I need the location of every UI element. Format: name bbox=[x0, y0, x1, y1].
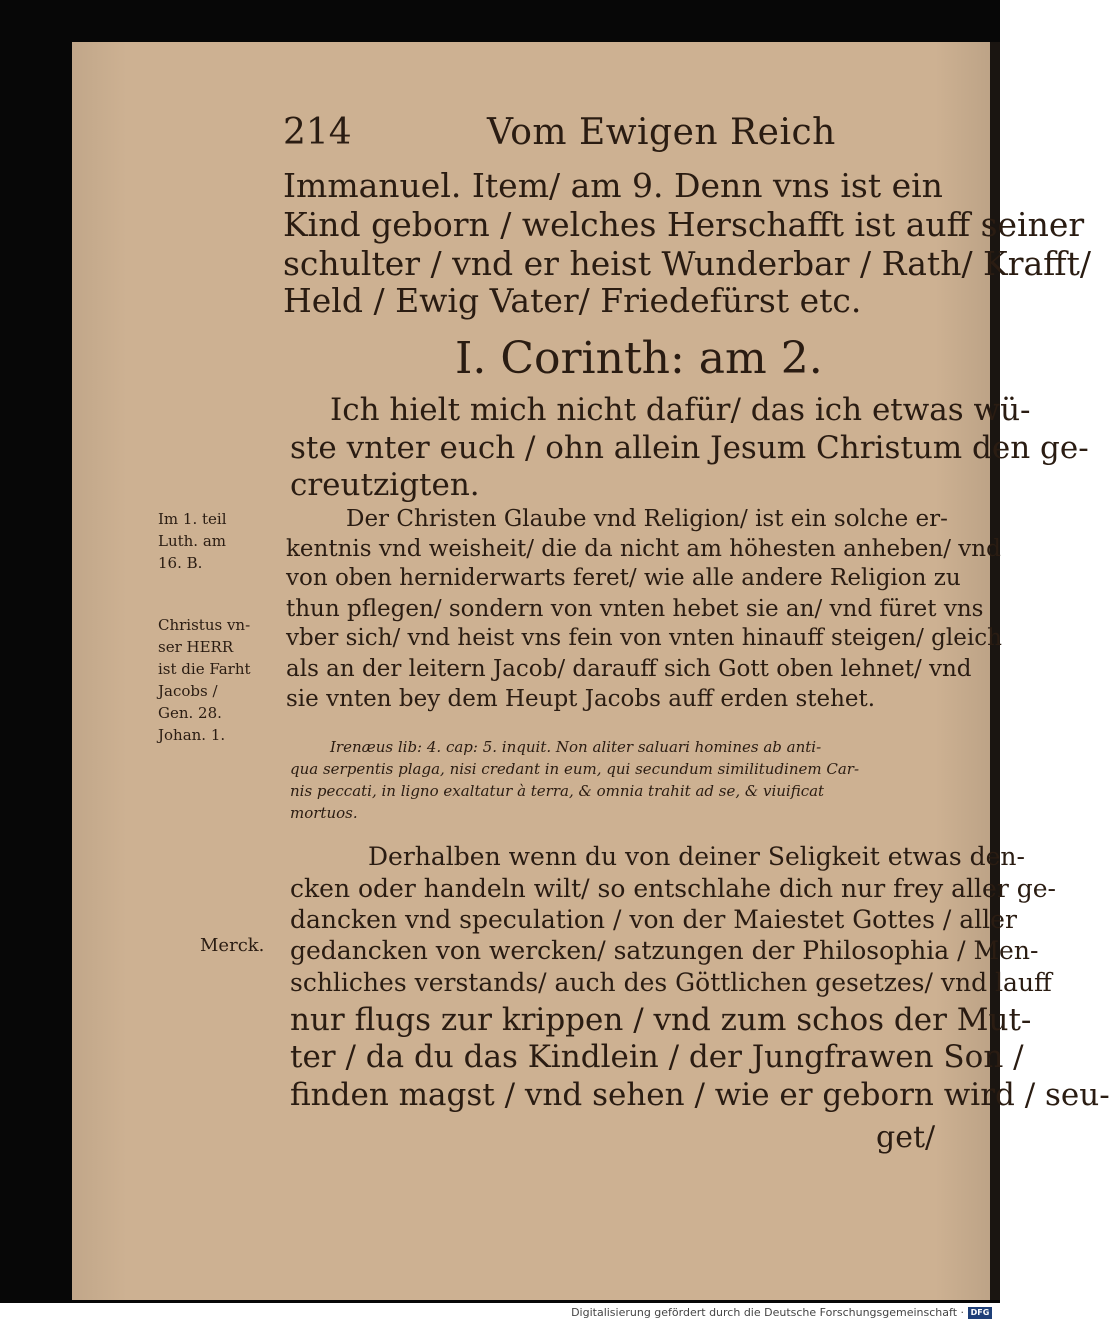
text-line: Immanuel. Item/ am 9. Denn vns ist ein bbox=[283, 166, 943, 205]
paragraph-line: thun pflegen/ sondern von vnten hebet sie an/ vnd füret vns bbox=[286, 596, 984, 622]
dfg-logo: DFG bbox=[968, 1307, 992, 1319]
paragraph-line: nur flugs zur krippen / vnd zum schos der Mut- bbox=[290, 1002, 1032, 1038]
margin-note-line: Jacobs / bbox=[158, 682, 218, 700]
latin-line: Irenæus lib: 4. cap: 5. inquit. Non aliter saluari homines ab anti- bbox=[330, 738, 822, 756]
margin-note-line: Im 1. teil bbox=[158, 510, 227, 528]
quote-line: Ich hielt mich nicht dafür/ das ich etwas wü- bbox=[330, 392, 1031, 428]
section-heading: I. Corinth: am 2. bbox=[455, 333, 823, 384]
latin-line: nis peccati, in ligno exaltatur à terra, & omnia trahit ad se, & viuificat bbox=[290, 782, 825, 800]
margin-note-line: Luth. am bbox=[158, 532, 227, 550]
margin-note-line: Johan. 1. bbox=[158, 726, 226, 744]
margin-note-line: 16. B. bbox=[158, 554, 203, 572]
quote-line: creutzigten. bbox=[290, 467, 480, 503]
paragraph-line: kentnis vnd weisheit/ die da nicht am höhesten anheben/ vnd bbox=[286, 536, 1001, 562]
paragraph-line: ter / da du das Kindlein / der Jungfrawen Son / bbox=[290, 1039, 1024, 1075]
paragraph-line: dancken vnd speculation / von der Maiestet Gottes / aller bbox=[290, 905, 1017, 934]
margin-note-line: Gen. 28. bbox=[158, 704, 222, 722]
text-line: Held / Ewig Vater/ Friedefürst etc. bbox=[283, 281, 862, 320]
latin-line: mortuos. bbox=[290, 804, 358, 822]
running-title: Vom Ewigen Reich bbox=[487, 112, 836, 153]
paragraph-line: finden magst / vnd sehen / wie er geborn wird / seu- bbox=[290, 1077, 1110, 1113]
paragraph-line: vber sich/ vnd heist vns fein von vnten hinauff steigen/ gleich bbox=[286, 625, 1002, 651]
quote-line: ste vnter euch / ohn allein Jesum Christum den ge- bbox=[290, 430, 1089, 466]
text-line: Kind geborn / welches Herschafft ist auff seiner bbox=[283, 205, 1085, 244]
paragraph-line: gedancken von wercken/ satzungen der Philosophia / Men- bbox=[290, 936, 1039, 965]
paragraph-line: schliches verstands/ auch des Göttlichen gesetzes/ vnd lauff bbox=[290, 968, 1052, 997]
paragraph-line: als an der leitern Jacob/ darauff sich Gott oben lehnet/ vnd bbox=[286, 656, 972, 682]
funding-credit: Digitalisierung gefördert durch die Deutsche Forschungsgemeinschaft · bbox=[571, 1306, 964, 1319]
paragraph-line: cken oder handeln wilt/ so entschlahe dich nur frey aller ge- bbox=[290, 874, 1056, 903]
paragraph-line: sie vnten bey dem Heupt Jacobs auff erden stehet. bbox=[286, 686, 876, 712]
paragraph-line: Derhalben wenn du von deiner Seligkeit etwas den- bbox=[368, 842, 1025, 871]
margin-note-line: ist die Farht bbox=[158, 660, 251, 678]
digitization-footer bbox=[0, 1303, 1000, 1323]
latin-line: qua serpentis plaga, nisi credant in eum, qui secundum similitudinem Car- bbox=[290, 760, 860, 778]
text-line: schulter / vnd er heist Wunderbar / Rath/ Krafft/ bbox=[283, 244, 1091, 283]
margin-note-line: Christus vn- bbox=[158, 616, 251, 634]
paragraph-line: von oben herniderwarts feret/ wie alle andere Religion zu bbox=[286, 565, 961, 591]
catchword: get/ bbox=[876, 1120, 936, 1155]
margin-note-line: ser HERR bbox=[158, 638, 234, 656]
margin-note-3: Merck. bbox=[200, 935, 265, 956]
page-number: 214 bbox=[283, 112, 352, 153]
paragraph-line: Der Christen Glaube vnd Religion/ ist ein solche er- bbox=[346, 506, 948, 532]
